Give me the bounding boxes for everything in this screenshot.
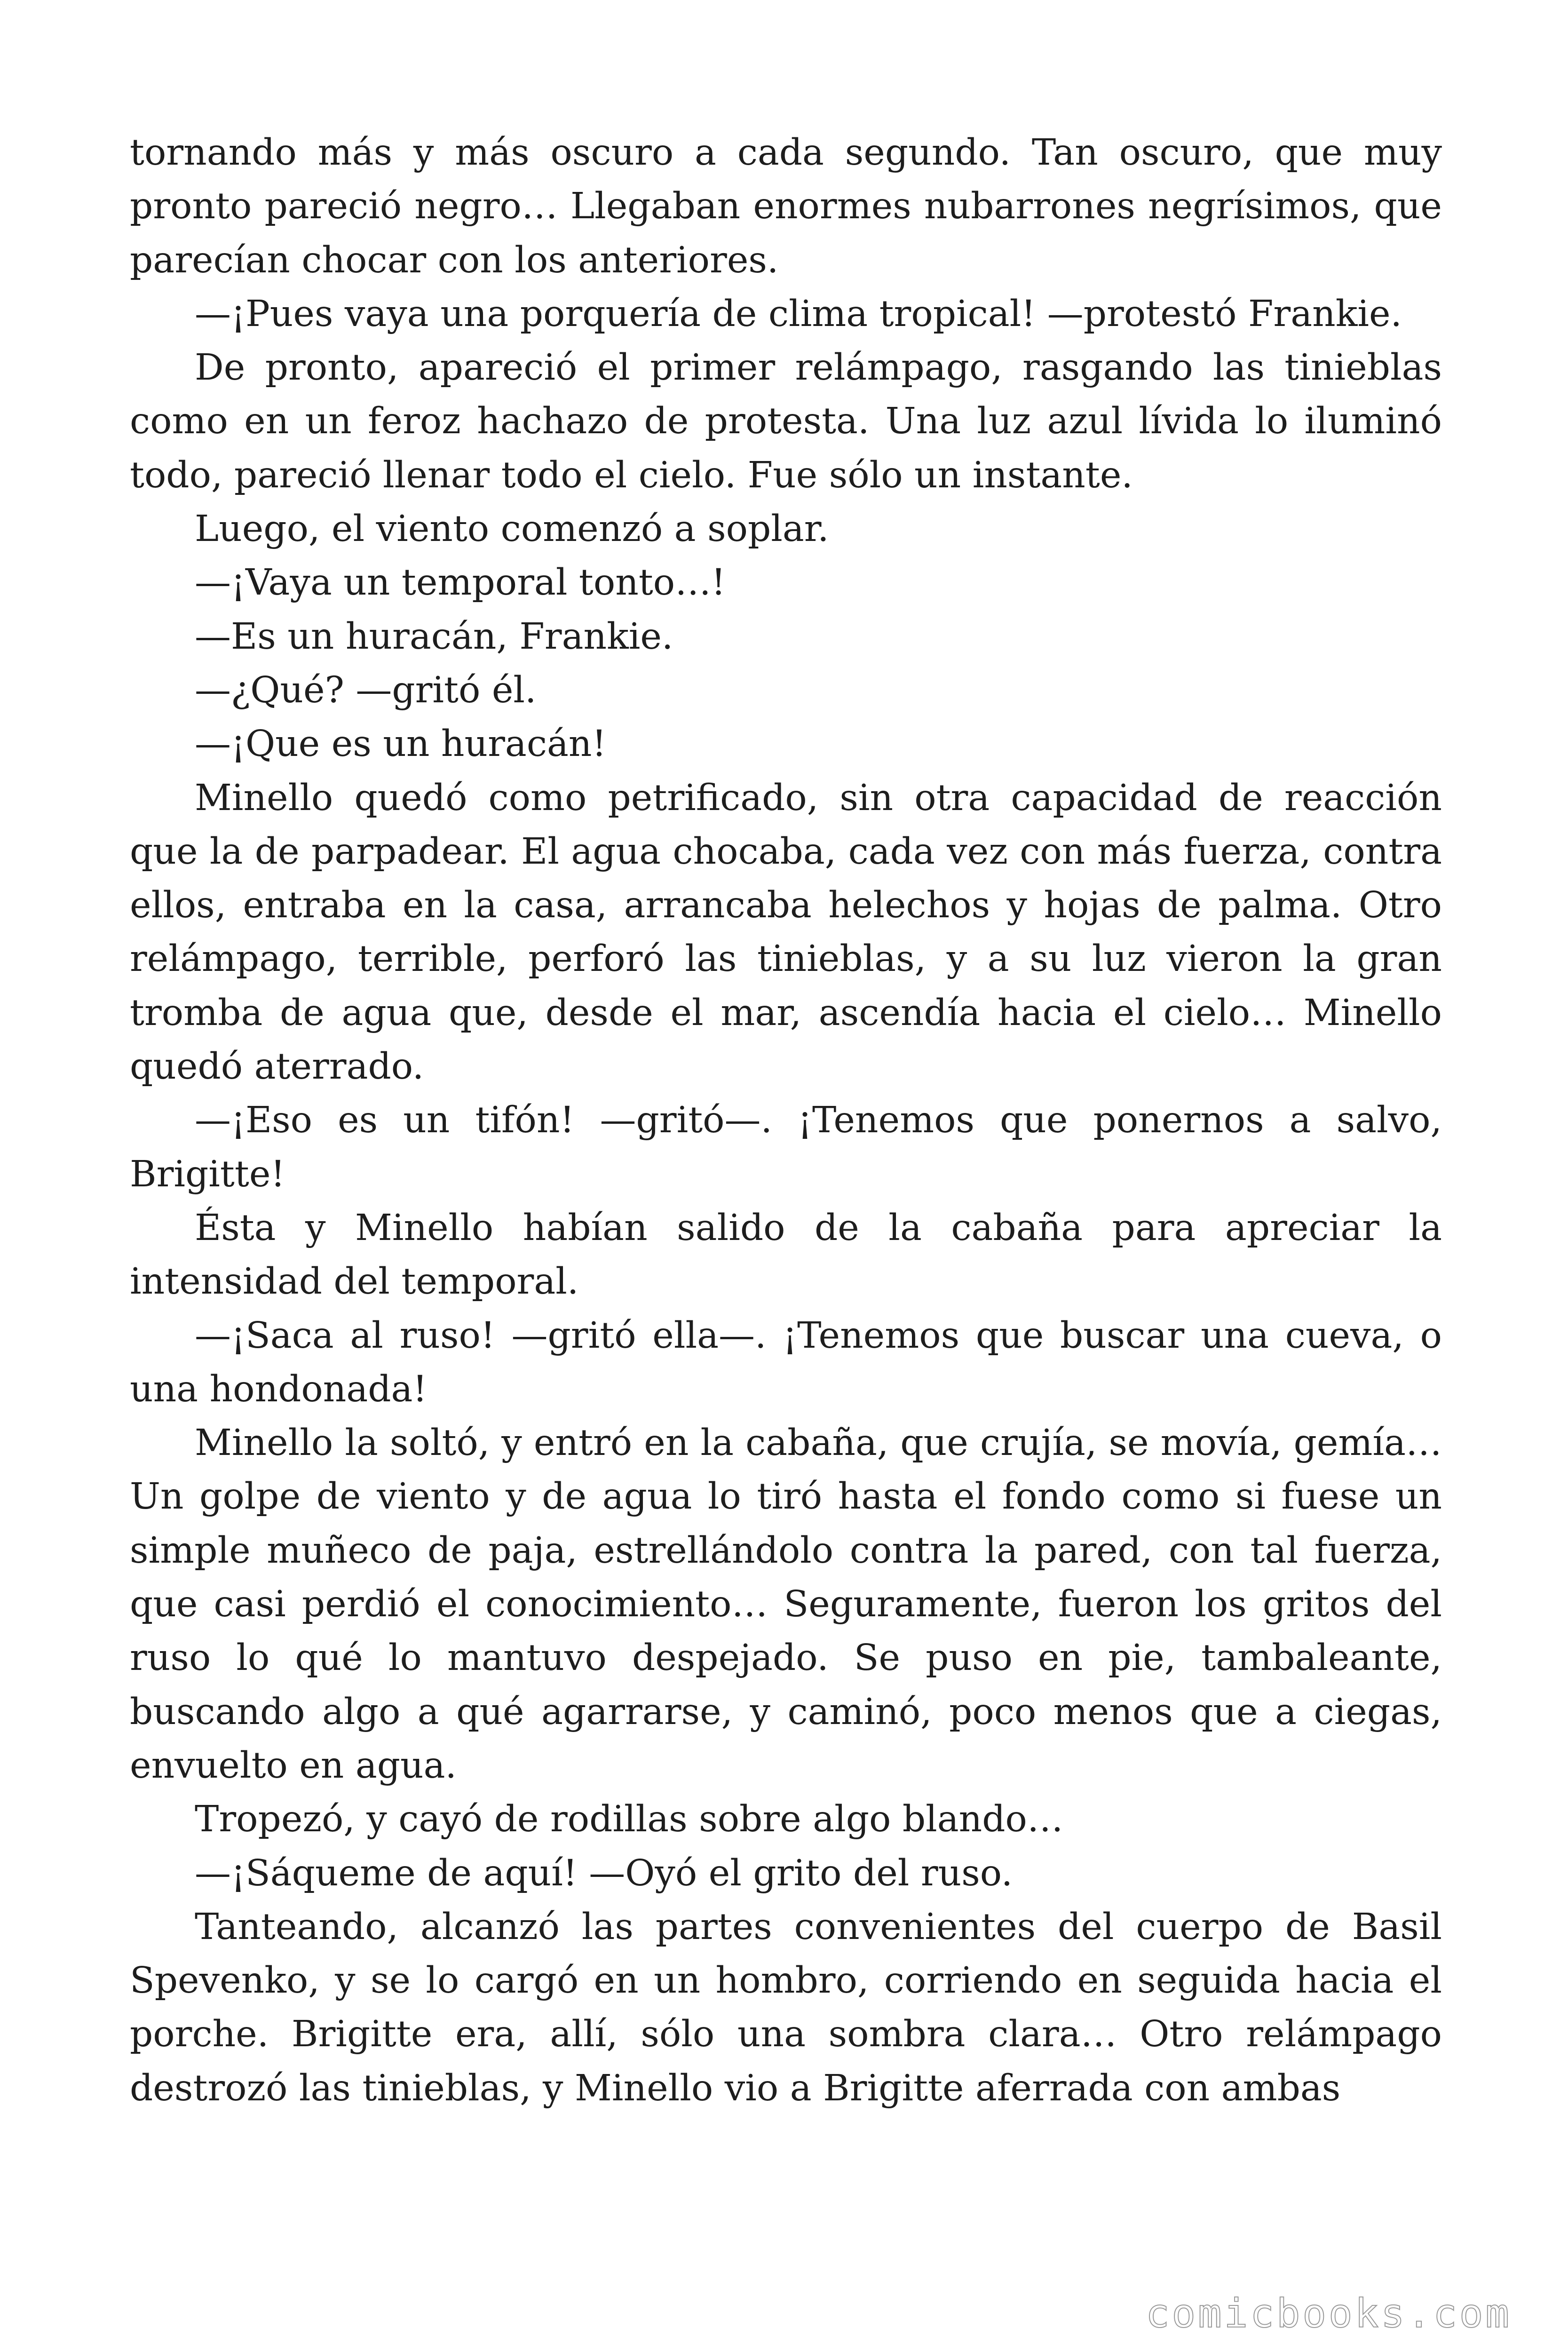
paragraph: —Es un huracán, Frankie.: [195, 615, 673, 658]
paragraph: —¡Vaya un temporal tonto…!: [195, 562, 726, 604]
paragraph-last: Tanteando, alcanzó las partes convenientes del cuerpo de Basil Spevenko, y se lo cargó en un hombro, corriendo en seguida hacia el porche. Brigitte era, allí, sólo una sombra clara… Otro relámpago destrozó las tinieblas, y Minello vio a Brigitte aferrada con ambas: [130, 1906, 1442, 2109]
paragraph: Luego, el viento comenzó a soplar.: [195, 508, 829, 550]
paragraph: De pronto, apareció el primer relámpago, rasgando las tinieblas como en un feroz hachazo de protesta. Una luz azul lívida lo iluminó todo, pareció llenar todo el cielo. Fue sólo un instante.: [130, 347, 1442, 496]
paragraph: —¡Que es un huracán!: [195, 723, 607, 765]
watermark-logo: comicbooks.com: [1145, 2290, 1512, 2336]
page-text: [130, 126, 1442, 2115]
paragraph: —¡Eso es un tifón! —gritó—. ¡Tenemos que ponernos a salvo, Brigitte!: [130, 1099, 1442, 1195]
paragraph: Minello quedó como petrificado, sin otra capacidad de reacción que la de parpadear. El agua chocaba, cada vez con más fuerza, contra ellos, entraba en la casa, arrancaba helechos y hojas de palma. Otro relámpago, terrible, perforó las tinieblas, y a su luz vieron la gran tromba de agua que, desde el mar, ascendía hacia el cielo… Minello quedó aterrado.: [130, 777, 1442, 1088]
paragraph-continued: tornando más y más oscuro a cada segundo. Tan oscuro, que muy pronto pareció negro… Llegaban enormes nubarrones negrísimos, que parecían chocar con los anteriores.: [130, 132, 1442, 281]
paragraph: —¡Pues vaya una porquería de clima tropical! —protestó Frankie.: [195, 293, 1402, 335]
paragraph: —¿Qué? —gritó él.: [195, 669, 537, 711]
paragraph: Minello la soltó, y entró en la cabaña, que crujía, se movía, gemía… Un golpe de viento y de agua lo tiró hasta el fondo como si fuese un simple muñeco de paja, estrellándolo contra la pared, con tal fuerza, que casi perdió el conocimiento… Seguramente, fueron los gritos del ruso lo qué lo mantuvo despejado. Se puso en pie, tambaleante, buscando algo a qué agarrarse, y caminó, poco menos que a ciegas, envuelto en agua.: [130, 1422, 1442, 1787]
paragraph: Tropezó, y cayó de rodillas sobre algo blando…: [195, 1798, 1063, 1841]
paragraph: —¡Sáqueme de aquí! —Oyó el grito del ruso.: [195, 1852, 1013, 1894]
paragraph: Ésta y Minello habían salido de la cabaña para apreciar la intensidad del temporal.: [130, 1207, 1442, 1303]
paragraph: —¡Saca al ruso! —gritó ella—. ¡Tenemos que buscar una cueva, o una hondonada!: [130, 1314, 1442, 1410]
